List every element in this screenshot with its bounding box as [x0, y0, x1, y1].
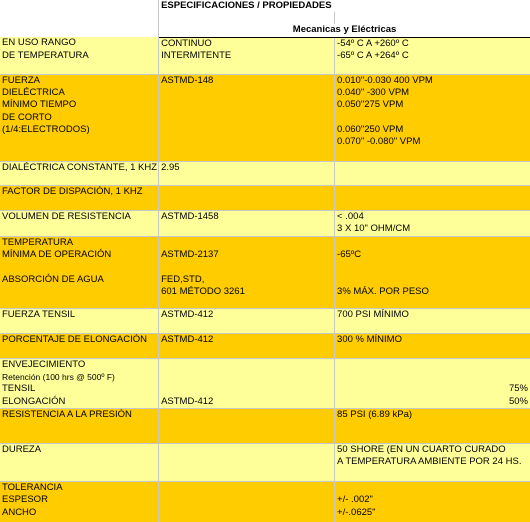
cell-value: [335, 161, 530, 185]
value-text: [337, 112, 528, 124]
cell-standard: [159, 481, 335, 522]
cell-standard: [159, 333, 335, 358]
cell-label: [0, 37, 159, 74]
cell-standard: [159, 358, 335, 408]
value-text: [337, 261, 528, 273]
label-text: TEMPERATURA: [2, 236, 74, 248]
standard-text: INTERMITENTE: [161, 50, 232, 62]
value-text: 75%: [508, 383, 528, 395]
label-text: TOLERANCIA: [2, 481, 63, 493]
standard-text: [161, 383, 332, 395]
value-text: 50 SHORE (EN UN CUARTO CURADO: [337, 443, 506, 455]
cell-label: [0, 74, 159, 161]
standard-text: [161, 261, 332, 273]
label-text: DE TEMPERATURA: [2, 49, 89, 61]
table-row: [0, 481, 530, 522]
cell-value: [335, 236, 530, 308]
value-text: [337, 186, 528, 198]
value-text: -65ºC: [337, 249, 362, 261]
cell-standard: [159, 210, 335, 236]
standard-text: ASTMD-2137: [161, 249, 219, 261]
table-row: [0, 185, 530, 210]
value-text: 0.070" -0.080" VPM: [337, 136, 421, 148]
cell-standard: [159, 408, 335, 443]
label-text: FUERZA TENSIL: [2, 308, 76, 320]
label-text: ANCHO: [2, 506, 37, 518]
value-text: 700 PSI MÍNIMO: [337, 308, 409, 320]
label-text: RESISTENCIA A LA PRESIÓN: [2, 408, 132, 420]
value-text: 0.050"275 VPM: [337, 99, 404, 111]
standard-text: ASTMD-148: [161, 74, 214, 86]
label-text: ESPESOR: [2, 494, 48, 506]
cell-label: [0, 481, 159, 522]
table-row: [0, 37, 530, 74]
standard-text: ASTMD-412: [161, 333, 214, 345]
standard-text: [161, 359, 332, 371]
table-row: [0, 161, 530, 185]
cell-label: [0, 236, 159, 308]
value-text: 0.040" -300 VPM: [337, 87, 410, 99]
table-row: [0, 236, 530, 308]
table-row: [0, 210, 530, 236]
label-text: ENVEJECIMIENTO: [2, 358, 86, 370]
value-text: 0.010"-0.030 400 VPM: [337, 74, 433, 86]
cell-label: [0, 408, 159, 443]
value-text: [337, 237, 528, 249]
cell-standard: [159, 308, 335, 333]
label-text: DIELÉCTRICA: [2, 87, 65, 99]
spec-rows: [0, 37, 530, 522]
value-text: -54º C A +260º C: [337, 37, 409, 49]
value-text: 50%: [508, 395, 528, 407]
subheader-row: [0, 24, 530, 37]
standard-text: [161, 409, 332, 421]
label-text: ELONGACIÓN: [2, 395, 66, 407]
standard-text: ASTMD-412: [161, 395, 214, 407]
value-text: [337, 162, 528, 174]
standard-text: [161, 237, 332, 249]
cell-label: [0, 210, 159, 236]
value-text: -65º C A +264º C: [337, 50, 409, 62]
standard-text: ASTMD-412: [161, 308, 214, 320]
standard-text: FED,STD,: [161, 273, 205, 285]
value-text: 85 PSI (6.89 kPa): [337, 408, 413, 420]
cell-value: [335, 210, 530, 236]
value-text: 3 X 10" OHM/CM: [337, 223, 411, 235]
value-text: 0.060"250 VPM: [337, 123, 404, 135]
cell-standard: [159, 443, 335, 481]
standard-text: 2.95: [161, 161, 180, 173]
label-text: DUREZA: [2, 443, 42, 455]
cell-label: [0, 443, 159, 481]
cell-standard: [159, 236, 335, 308]
value-text: 300 % MÍNIMO: [337, 333, 402, 345]
value-text: A TEMPERATURA AMBIENTE POR 24 HS.: [337, 456, 522, 468]
cell-value: [335, 185, 530, 210]
label-text: ABSORCIÓN DE AGUA: [2, 273, 104, 285]
cell-label: [0, 333, 159, 358]
value-text: [337, 359, 528, 371]
label-text: DIALÉCTRICA CONSTANTE, 1 KHZ: [2, 161, 158, 173]
cell-value: [335, 481, 530, 522]
label-text: EN USO RANGO: [2, 37, 76, 49]
cell-value: [335, 37, 530, 74]
value-text: < .004: [337, 210, 364, 222]
cell-value: [335, 333, 530, 358]
cell-label: [0, 185, 159, 210]
table-row: [0, 333, 530, 358]
label-text: Retención (100 hrs @ 500º F): [2, 372, 115, 383]
label-text: DE CORTO: [2, 111, 52, 123]
label-text: MÍNIMA DE OPERACIÓN: [2, 249, 112, 261]
value-text: +/-.0625": [337, 506, 376, 518]
cell-value: [335, 74, 530, 161]
cell-standard: [159, 161, 335, 185]
label-text: FACTOR DE DISPACIÓN, 1 KHZ: [2, 185, 143, 197]
standard-text: [161, 482, 332, 494]
table-row: [0, 308, 530, 333]
standard-text: ASTMD-1458: [161, 210, 219, 222]
cell-standard: [159, 185, 335, 210]
value-text: [337, 482, 528, 494]
table-row: [0, 74, 530, 161]
standard-text: [161, 444, 332, 456]
table-subheader: Mecanicas y Eléctricas: [159, 24, 530, 37]
label-text: VOLUMEN DE RESISTENCIA: [2, 210, 131, 222]
cell-value: [335, 308, 530, 333]
cell-standard: [159, 37, 335, 74]
value-text: [337, 371, 528, 383]
label-text: [2, 261, 156, 273]
label-text: MÍNIMO TIEMPO: [2, 99, 77, 111]
table-row: [0, 358, 530, 408]
value-text: 3% MÁX. POR PESO: [337, 285, 429, 297]
standard-text: [161, 371, 332, 383]
cell-standard: [159, 74, 335, 161]
table-row: [0, 443, 530, 481]
table-header: ESPECIFICACIONES / PROPIEDADES: [159, 0, 530, 12]
label-text: (1/4:ELECTRODOS): [2, 123, 90, 135]
value-text: +/- .002": [337, 494, 373, 506]
cell-value: [335, 358, 530, 408]
standard-text: CONTINUO: [161, 37, 212, 49]
value-text: [337, 274, 528, 286]
label-text: FUERZA: [2, 74, 40, 86]
label-text: TENSIL: [2, 383, 36, 395]
cell-value: [335, 408, 530, 443]
table-row: [0, 408, 530, 443]
standard-text: 601 MÉTODO 3261: [161, 285, 245, 297]
cell-value: [335, 443, 530, 481]
cell-label: [0, 358, 159, 408]
cell-label: [0, 308, 159, 333]
header-row: [0, 0, 530, 12]
standard-text: [161, 186, 332, 198]
label-text: PORCENTAJE DE ELONGACIÓN: [2, 333, 147, 345]
cell-label: [0, 161, 159, 185]
